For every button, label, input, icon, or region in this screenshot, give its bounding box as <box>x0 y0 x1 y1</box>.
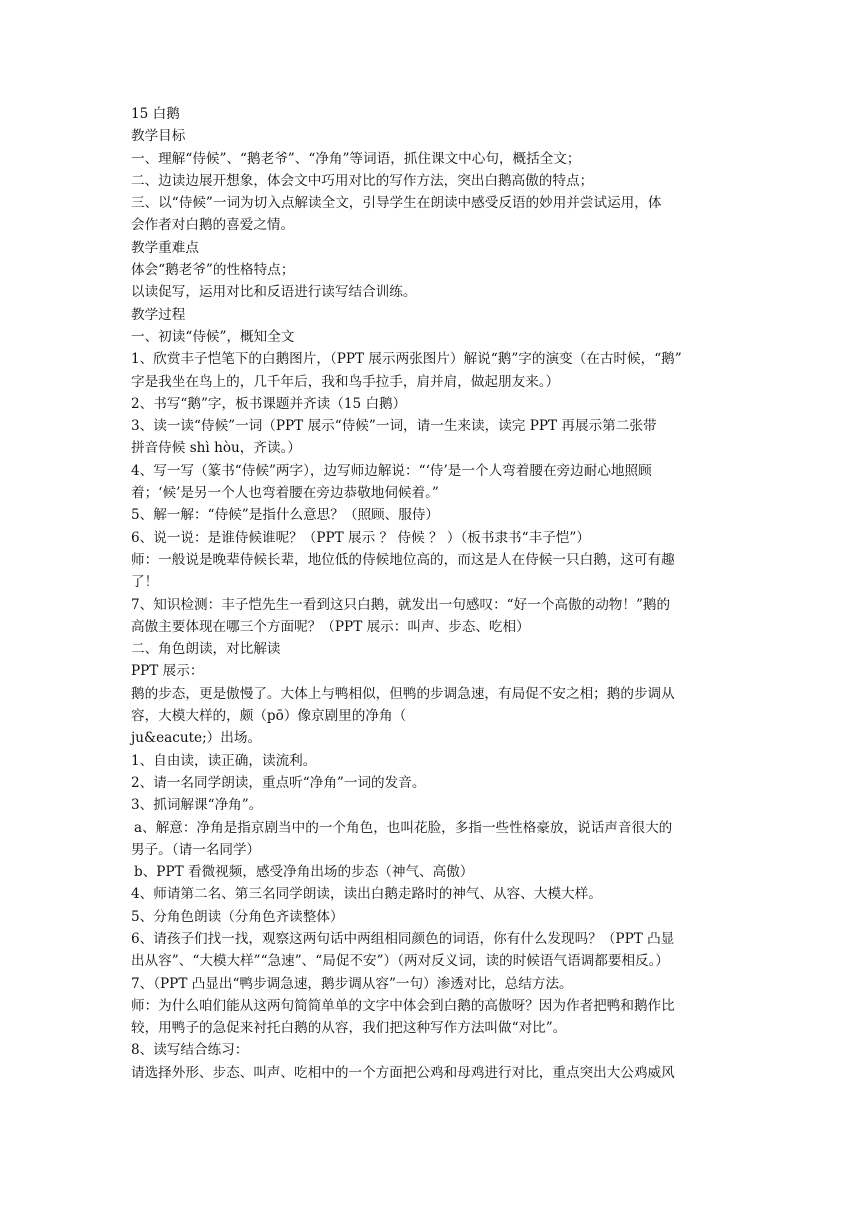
paragraph-line: 5、分角色朗读（分角色齐读整体） <box>131 908 344 925</box>
paragraph-line: 2、请一名同学朗读，重点听“净角”一词的发音。 <box>131 774 426 791</box>
paragraph-line: 7、（PPT 凸显出“鸭步调急速，鹅步调从容”一句）渗透对比，总结方法。 <box>131 975 573 992</box>
paragraph-line: 6、请孩子们找一找，观察这两句话中两组相同颜色的词语，你有什么发现吗？（PPT 凸显 <box>131 930 675 947</box>
paragraph-line: 请选择外形、步态、叫声、吃相中的一个方面把公鸡和母鸡进行对比，重点突出大公鸡威风 <box>131 1064 675 1081</box>
paragraph-line: 字是我坐在鸟上的，几千年后，我和鸟手拉手，肩并肩，做起朋友来。） <box>131 373 560 390</box>
paragraph-line: 了！ <box>131 574 159 591</box>
paragraph-line: 师：为什么咱们能从这两句简简单单的文字中体会到白鹅的高傲呀？因为作者把鸭和鹅作比 <box>131 997 675 1014</box>
quoted-text-line: ju&eacute;）出场。 <box>131 730 262 747</box>
quoted-text-line: 鹅的步态，更是傲慢了。大体上与鸭相似，但鸭的步调急速，有局促不安之相；鹅的步调从 <box>131 685 675 702</box>
section-heading-key-points: 教学重难点 <box>131 239 199 256</box>
paragraph-line: 较，用鸭子的急促来衬托白鹅的从容，我们把这种写作方法叫做“对比”。 <box>131 1020 567 1037</box>
key-point-line: 体会“鹅老爷”的性格特点； <box>131 262 295 279</box>
paragraph-line: 3、抓词解课“净角”。 <box>131 797 263 814</box>
paragraph-line: 8、读写结合练习： <box>131 1042 249 1059</box>
paragraph-line: 4、师请第二名、第三名同学朗读，读出白鹅走路时的神气、从容、大模大样。 <box>131 886 602 903</box>
goal-line: 会作者对白鹅的喜爱之情。 <box>131 217 295 234</box>
lesson-title: 15 白鹅 <box>131 106 180 122</box>
section-heading-process: 教学过程 <box>131 306 186 323</box>
goal-line: 一、理解“侍候”、“鹅老爷”、“净角”等词语，抓住课文中心句，概括全文； <box>131 150 581 167</box>
quoted-text-line: 容，大模大样的，颇（pō）像京剧里的净角（ <box>131 708 407 725</box>
goal-line: 二、边读边展开想象，体会文中巧用对比的写作方法，突出白鹅高傲的特点； <box>131 172 594 189</box>
paragraph-line: b、PPT 看微视频，感受净角出场的步态（神气、高傲） <box>134 864 474 881</box>
paragraph-line: PPT 展示： <box>131 663 204 680</box>
paragraph-line: 高傲主要体现在哪三个方面呢？（PPT 展示：叫声、步态、吃相） <box>131 618 530 635</box>
paragraph-line: 1、自由读，读正确，读流利。 <box>131 752 317 769</box>
section-heading-teaching-goals: 教学目标 <box>131 128 186 145</box>
paragraph-line: 2、书写“鹅”字，板书课题并齐读（15 白鹅） <box>131 395 407 412</box>
key-point-line: 以读促写，运用对比和反语进行读写结合训练。 <box>131 284 417 301</box>
paragraph-line: 1、欣赏丰子恺笔下的白鹅图片，（PPT 展示两张图片）解说“鹅”字的演变（在古时候，“鹅” <box>131 351 682 368</box>
paragraph-line: 6、说一说：是谁侍候谁呢？（PPT 展示 ？ 侍候 ？ ）（板书隶书“丰子恺”） <box>131 529 590 546</box>
paragraph-line: 男子。（请一名同学） <box>131 841 261 858</box>
paragraph-line: 3、读一读“侍候”一词（PPT 展示“侍候”一词，请一生来读，读完 PPT 再展示第二张带 <box>131 418 657 435</box>
paragraph-line: 4、写一写（篆书“侍候”两字），边写师边解说：“‘侍’是一个人弯着腰在旁边耐心地照顾 <box>131 462 652 479</box>
paragraph-line: a、解意：净角是指京剧当中的一个角色，也叫花脸，多指一些性格豪放，说话声音很大的 <box>134 819 673 836</box>
paragraph-line: 着；‘候’是另一个人也弯着腰在旁边恭敬地伺候着。” <box>131 485 439 502</box>
goal-line: 三、以“侍候”一词为切入点解读全文，引导学生在朗读中感受反语的妙用并尝试运用，体 <box>131 195 662 212</box>
subsection-heading: 一、初读“侍候”，概知全文 <box>131 328 295 345</box>
paragraph-line: 拼音侍候 shì hòu，齐读。） <box>131 440 301 457</box>
paragraph-line: 7、知识检测：丰子恺先生一看到这只白鹅，就发出一句感叹：“好一个高傲的动物！”鹅的 <box>131 596 671 613</box>
subsection-heading: 二、角色朗读，对比解读 <box>131 641 281 658</box>
paragraph-line: 师：一般说是晚辈侍候长辈，地位低的侍候地位高的，而这是人在侍候一只白鹅，这可有趣 <box>131 551 675 568</box>
paragraph-line: 出从容”、“大模大样”“急速”、“局促不安”）（两对反义词，读的时候语气语调都要相反。） <box>131 953 670 970</box>
paragraph-line: 5、解一解：“侍候”是指什么意思？（照顾、服侍） <box>131 507 440 524</box>
document-body <box>131 103 731 1084</box>
